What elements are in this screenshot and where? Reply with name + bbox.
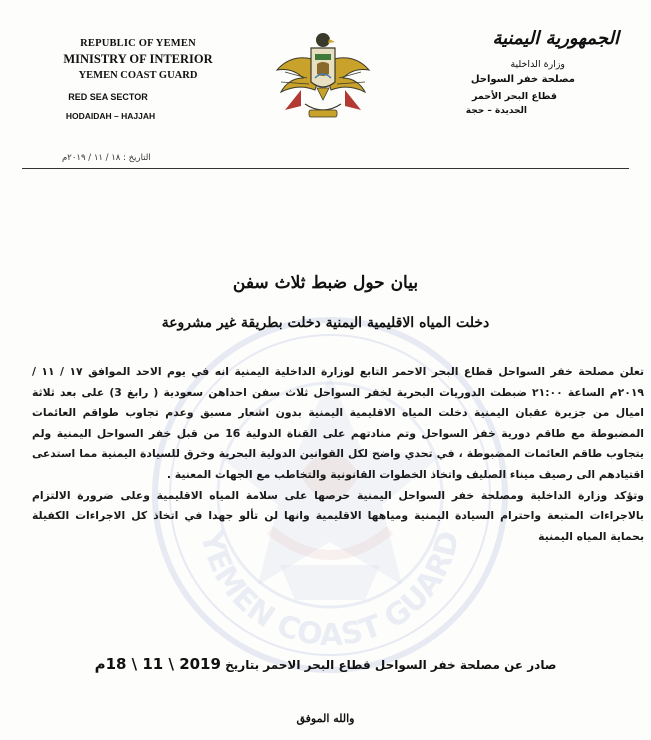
statement-paragraph: تعلن مصلحة خفر السواحل قطاع البحر الاحمر التابع لوزارة الداخلية اليمنية انه في يوم الاحد الموافق ١٧ / ١١ / ٢٠١٩م الساعة ٢١:٠٠ ضبطت الدوريات البحرية لخفر السواحل ثلاث سفن احداهن سعودية ( رابغ 3) على بعد ثلاثة اميال من جزيرة عقبان اليمنية دخلت المياه الاقليمية اليمنية بدون اشعار مسبق وعدم تجاوب طواقم العائمات المضبوطة مع طاقم دورية خفر السواحل وتم منادتهم على القناة الدولية 16 من قبل خفر السواحل اليمنية ولم يتجاوب طاقم العائمات المضبوطة ، في تحدي واضح لكل القوانين الدولية البحرية وخرق للسيادة اليمنية مما استدعى اقتيادهم الى رصيف ميناء الصليف واتخاذ الخطوات القانونية والتخاطب مع الجهات المعنية . xyxy=(32,365,645,481)
statement-body xyxy=(32,362,644,547)
authority-name-en: YEMEN COAST GUARD xyxy=(78,70,198,81)
country-name-en: REPUBLIC OF YEMEN xyxy=(80,38,196,49)
header-divider xyxy=(22,168,629,169)
sector-name-en: RED SEA SECTOR xyxy=(68,92,148,102)
document-date: التاريخ : ١٨ / ١١ / ٢٠١٩م xyxy=(62,153,151,163)
issued-prefix: صادر عن مصلحة خفر السواحل قطاع البحر الاحمر بتاريخ xyxy=(225,658,557,672)
svg-text:YEMEN COAST GUARD: YEMEN COAST GUARD xyxy=(193,527,467,654)
arabic-letterhead xyxy=(423,28,623,116)
region-name-ar: الحديدة – حجة xyxy=(465,106,527,116)
ministry-name-ar: وزارة الداخلية xyxy=(510,59,565,70)
country-name-ar: الجمهورية اليمنية xyxy=(492,28,619,49)
yemen-eagle-emblem-icon xyxy=(271,26,375,130)
statement-subtitle: دخلت المياه الاقليمية اليمنية دخلت بطريقة غير مشروعة xyxy=(161,315,490,331)
issued-line xyxy=(0,655,651,673)
closing-phrase: والله الموفق xyxy=(296,712,355,725)
statement-paragraph: وتؤكد وزارة الداخلية ومصلحة خفر السواحل اليمنية حرصها على سلامة المياه الاقليمية وعلى ضرورة الالتزام بالاجراءات المتبعة واحترام السيادة اليمنية ومياهها الاقليمية وانها لن تألو جهدا في اتخاذ كل الاجراءات الكفيلة بحماية المياه اليمنية xyxy=(32,488,644,543)
issued-date: 2019 \ 11 \ 18م xyxy=(94,655,221,673)
ministry-name-en: MINISTRY OF INTERIOR xyxy=(63,52,213,66)
english-letterhead xyxy=(28,38,248,121)
authority-name-ar: مصلحة خفر السواحل xyxy=(470,74,575,85)
sector-name-ar: قطاع البحر الأحمر xyxy=(471,91,557,102)
region-name-en: HODAIDAH – HAJJAH xyxy=(65,111,156,121)
statement-title: بيان حول ضبط ثلاث سفن xyxy=(232,273,419,293)
